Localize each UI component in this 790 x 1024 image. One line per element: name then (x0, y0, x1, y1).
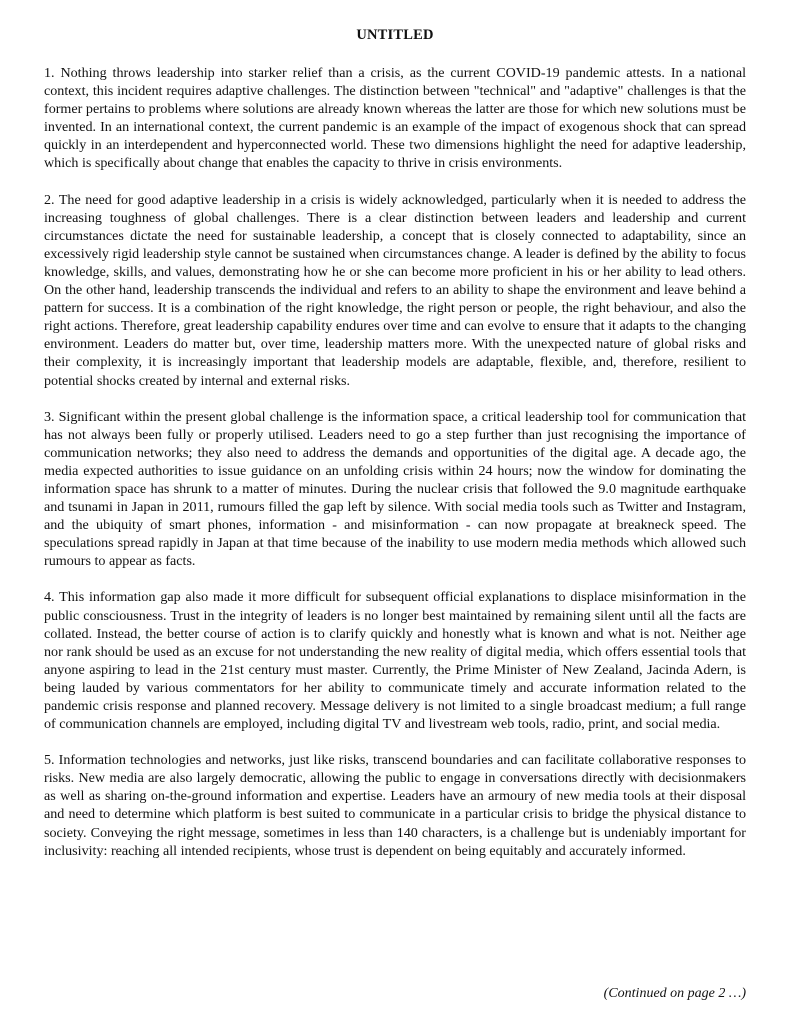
paragraph-2: 2. The need for good adaptive leadership in a crisis is widely acknowledged, particularly when it is needed to address the increasing toughness of global challenges. There is a clear distinction between leaders and leadership and current circumstances dictate the need for sustainable leadership, a concept that is closely connected to adaptability, since an excessively rigid leadership style cannot be sustained when circumstances change. A leader is defined by the ability to focus knowledge, skills, and values, demonstrating how he or she can become more proficient in his or her ability to lead others. On the other hand, leadership transcends the individual and refers to an ability to shape the environment and leave behind a pattern for success. It is a combination of the right knowledge, the right person or people, the right behaviour, and also the right actions. Therefore, great leadership capability endures over time and can evolve to ensure that it adapts to the changing environment. Leaders do matter but, over time, leadership matters more. With the unexpected nature of global risks and their complexity, it is increasingly important that leadership models are adaptable, flexible, and, therefore, resilient to potential shocks created by internal and external risks. (44, 191, 746, 389)
document-page (44, 26, 746, 878)
paragraph-5: 5. Information technologies and networks, just like risks, transcend boundaries and can facilitate collaborative responses to risks. New media are also largely democratic, allowing the public to engage in conversations directly with decisionmakers as well as sharing on-the-ground information and expertise. Leaders have an armoury of new media tools at their disposal and need to determine which platform is best suited to communicate in a particular crisis to bridge the physical distance to society. Conveying the right message, sometimes in less than 140 characters, is a challenge but is undeniably important for inclusivity: reaching all intended recipients, whose trust is dependent on being equitably and accurately informed. (44, 752, 746, 859)
continued-note: (Continued on page 2 …) (603, 986, 746, 1001)
paragraph-1: 1. Nothing throws leadership into starker relief than a crisis, as the current COVID-19 pandemic attests. In a national context, this incident requires adaptive challenges. The distinction between "technical" and "adaptive" challenges is that the former pertains to problems where solutions are already known whereas the latter are those for which new solutions must be invented. In an international context, the current pandemic is an example of the impact of exogenous shock that can spread quickly in an interdependent and hyperconnected world. These two dimensions highlight the need for adaptive leadership, which is specifically about change that enables the capacity to thrive in crisis environments. (44, 65, 746, 172)
paragraph-4: 4. This information gap also made it more difficult for subsequent official explanations to displace misinformation in the public consciousness. Trust in the integrity of leaders is no longer best maintained by remaining silent until all the facts are collated. Instead, the better course of action is to clarify quickly and honestly what is known and what is not. Neither age nor rank should be used as an excuse for not understanding the new reality of digital media, which offers essential tools that anyone aspiring to lead in the 21st century must master. Currently, the Prime Minister of New Zealand, Jacinda Adern, is being lauded by various commentators for her ability to communicate timely and accurate information related to the pandemic crisis response and planned recovery. Message delivery is not limited to a single broadcast medium; a full range of communication channels are employed, including digital TV and livestream web tools, radio, print, and social media. (44, 589, 746, 733)
paragraph-3: 3. Significant within the present global challenge is the information space, a critical leadership tool for communication that has not always been fully or properly utilised. Leaders need to go a step further than just recognising the importance of communication networks; they also need to address the demands and opportunities of the digital age. A decade ago, the media expected authorities to issue guidance on an unfolding crisis within 24 hours; now the window for dominating the information space has shrunk to a matter of minutes. During the nuclear crisis that followed the 9.0 magnitude earthquake and tsunami in Japan in 2011, rumours filled the gap left by silence. With social media tools such as Twitter and Instagram, and the ubiquity of smart phones, information - and misinformation - can now propagate at breakneck speed. The speculations spread rapidly in Japan at that time because of the inability to use modern media methods which allowed such rumours to appear as facts. (44, 408, 746, 570)
document-title: UNTITLED (356, 27, 434, 43)
